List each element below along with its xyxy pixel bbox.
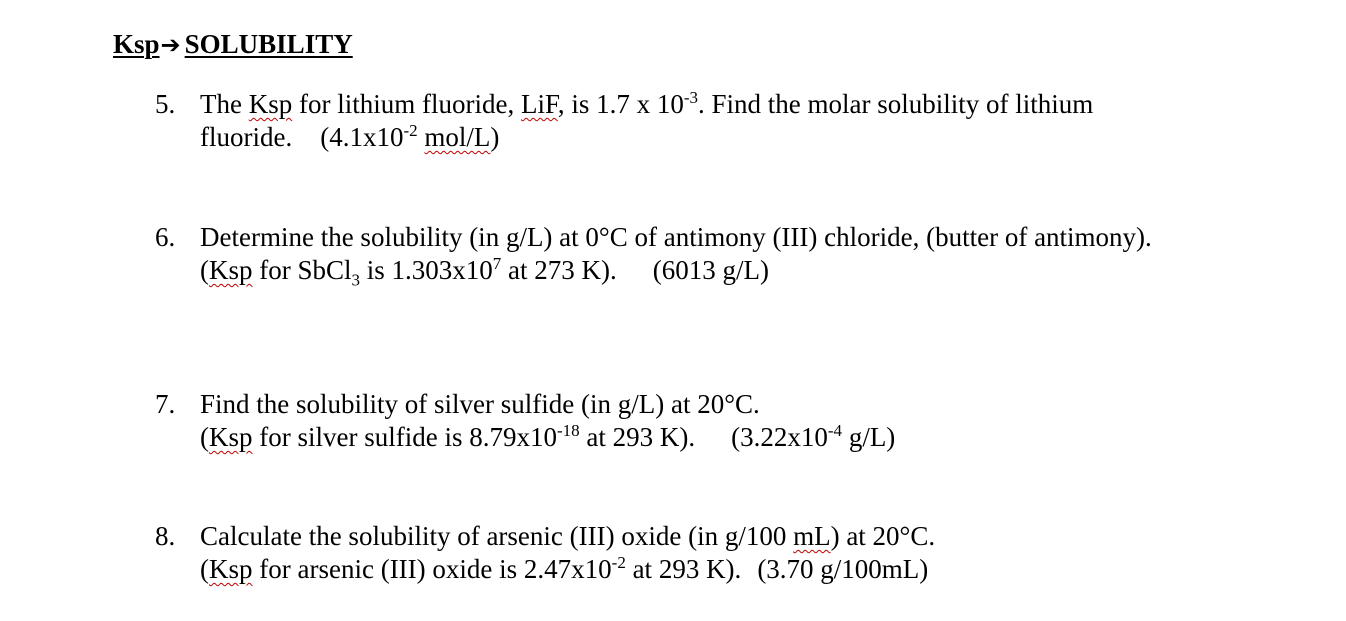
exponent: 7 (492, 254, 502, 273)
problem-line: The Ksp for lithium fluoride, LiF, is 1.7 x $10^{-3}$. Find the molar solubility of lithium (200, 88, 1094, 119)
problem-line: Find the solubility of silver sulfide (in g/L) at 20°C. (200, 389, 760, 419)
problem-line: fluoride. ($4.1x10^{-2}$ mol/L) (200, 121, 500, 152)
problem-number: 5. (155, 89, 176, 119)
subscript: 3 (351, 270, 361, 290)
problem-line: (Ksp for SbCl$_3$ is $1.303x10^7$ at 273 K). (6013 g/L) (200, 254, 770, 290)
exponent: -2 (403, 121, 418, 140)
title-text: SOLUBILITY (184, 29, 353, 59)
exponent: -2 (611, 553, 626, 572)
spellcheck-word: mol/L (424, 122, 491, 152)
exponent: -4 (827, 421, 843, 440)
answer: ($3.22x10^{-4}$ g/L) (731, 421, 896, 452)
problem-line: Calculate the solubility of arsenic (III) oxide (in g/100 mL) at 20°C. (200, 521, 936, 551)
exponent: -3 (683, 88, 699, 107)
problem-6 (155, 221, 1305, 290)
right-arrow-icon: ➔ (160, 31, 181, 59)
page-title (113, 28, 353, 62)
answer: (6013 g/L) (652, 255, 770, 285)
problem-line: Determine the solubility (in g/L) at 0°C of antimony (III) chloride, (butter of antimony). (200, 222, 1152, 252)
answer: ($4.1x10^{-2}$ mol/L) (320, 121, 500, 152)
spellcheck-word: LiF (520, 89, 558, 119)
spellcheck-word: Ksp (209, 422, 253, 452)
problem-7 (155, 388, 1305, 454)
problem-5 (155, 88, 1305, 154)
title-prefix: Ksp (113, 29, 160, 59)
problem-line: (Ksp for arsenic (III) oxide is $2.47x10^{-2}$ at 293 K). (3.70 g/100mL) (200, 553, 929, 584)
problem-number: 6. (155, 222, 176, 252)
spellcheck-word: Ksp (209, 255, 253, 285)
problem-number: 7. (155, 389, 176, 419)
spellcheck-word: Ksp (248, 89, 293, 119)
answer: (3.70 g/100mL) (757, 554, 929, 584)
problem-number: 8. (155, 521, 176, 551)
spellcheck-word: Ksp (209, 554, 253, 584)
problem-8 (155, 520, 1305, 586)
exponent: -18 (556, 421, 580, 440)
problem-line: (Ksp for silver sulfide is $8.79x10^{-18}$ at 293 K). ($3.22x10^{-4}$ g/L) (200, 421, 896, 452)
spellcheck-word: mL (793, 521, 831, 551)
